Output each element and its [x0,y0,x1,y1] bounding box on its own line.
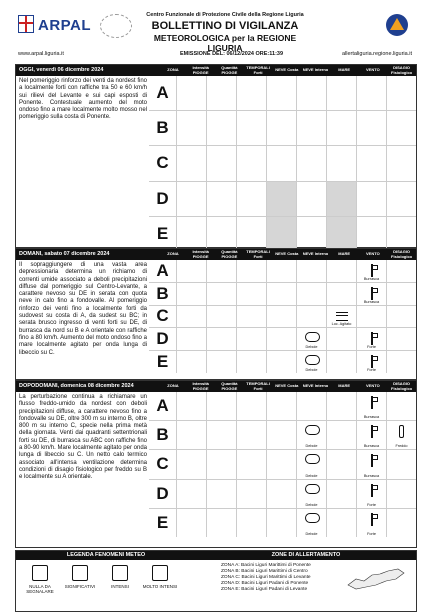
cell-piogge [176,306,206,328]
liguria-map [346,565,406,593]
col-piogge: Intensità PIOGGE [192,381,209,391]
icon-caption: Burrasca [363,299,380,304]
col-temporali: TEMPORALI Forti [246,249,270,259]
cell-mare [326,260,356,282]
cell-neve_interno [296,217,326,251]
cell-quantita [206,392,236,420]
cell-neve_interno [296,146,326,180]
cell-disagio [386,421,416,449]
cell-temporali [236,328,266,350]
legend-item-molto-intensi: MOLTO INTENSI [140,565,180,594]
icon-caption: Debole [305,367,318,372]
cell-neve_costa [266,306,296,328]
zone-letter: D [156,188,169,208]
significant-rain-icon [72,565,88,581]
zone-e-desc: ZONA E: Bacini Liguri Padani di Levante [221,587,308,592]
cell-neve_costa [266,509,296,537]
cell-vento [356,182,386,216]
zone-letter: D [156,329,169,349]
zone-row [149,420,416,449]
zone-row [149,327,416,350]
zone-grid [149,76,416,251]
zone-c-desc: ZONA C: Bacini Liguri Marittimi di Levante [221,575,311,580]
icon-caption: Burrasca [363,473,380,478]
zone-row [149,110,416,145]
zone-letter: C [156,153,169,173]
cell-neve_costa [266,146,296,180]
col-zona: ZONA [167,67,179,73]
cell-piogge [176,182,206,216]
legend-item-significativi: SIGNIFICATIVI [60,565,100,594]
col-neve_costa: NEVE Costa [275,383,299,389]
icon-caption: Forte [367,531,376,536]
cell-neve_costa [266,392,296,420]
cell-mare [326,421,356,449]
cell-neve_costa [266,283,296,305]
cell-piogge [176,450,206,478]
forecast-text: Il sopraggiungere di una vasta area depressionaria determina un richiamo di correnti umide associato a deboli precipitazioni diffuse dal pomeriggio sul Centro-Levante, a carattere nevoso su DE in serata con quota neve in calo fino a fondovalle. Al pomeriggio rinforzo dei venti fino a localmente forti da sudovest su costa di A, da sudest su BC; in serata brusco ingresso di venti forti su DE, di burrasca da nord su B e A orientale con raffiche fino a 80 km/h. Aumento del moto ondoso fino a mare localmente agitato per onda lunga di libeccio su C. [19,262,147,356]
cell-quantita [206,351,236,373]
cell-mare [326,182,356,216]
cell-temporali [236,260,266,282]
zone-grid [149,392,416,537]
col-zona: ZONA [167,383,179,389]
cell-neve_interno [296,306,326,328]
col-neve_costa: NEVE Costa [275,67,299,73]
cell-mare [326,392,356,420]
very-intense-rain-icon [152,565,168,581]
cell-disagio [386,76,416,110]
cell-piogge [176,480,206,508]
zones-list [221,563,311,593]
cell-piogge [176,217,206,251]
cell-vento [356,480,386,508]
cell-piogge [176,421,206,449]
cell-mare [326,283,356,305]
cell-neve_costa [266,260,296,282]
cell-disagio [386,283,416,305]
zone-row [149,76,416,110]
day-body [16,76,416,251]
cell-quantita [206,217,236,251]
zone-row [149,392,416,420]
bulletin-header [0,0,430,62]
cell-mare [326,146,356,180]
day-body [16,260,416,373]
day-body [16,392,416,537]
day-label: DOPODOMANI, domenica 08 dicembre 2024 [19,383,134,389]
cell-neve_interno [296,392,326,420]
cell-neve_interno [296,450,326,478]
arpal-logo[interactable]: ARPAL [18,15,91,34]
cell-vento [356,450,386,478]
zone-letter: E [156,223,169,243]
cell-neve_costa [266,76,296,110]
col-vento: VENTO [366,251,380,257]
zone-letter: A [156,260,169,280]
cell-vento [356,111,386,145]
cell-neve_costa [266,217,296,251]
zone-letter: C [156,306,169,326]
protezione-civile-logo [386,14,408,36]
zone-row [149,449,416,478]
cell-disagio [386,351,416,373]
col-mare: MARE [338,251,351,257]
cell-temporali [236,306,266,328]
col-neve_interno: NEVE Interno [302,67,329,73]
sea-waves-icon [336,312,348,321]
cell-temporali [236,509,266,537]
cell-temporali [236,182,266,216]
icon-caption: Burrasca [363,276,380,281]
cell-quantita [206,76,236,110]
day-section [15,64,417,248]
cell-mare [326,480,356,508]
legend-item-intensi: INTENSI [100,565,140,594]
cell-temporali [236,111,266,145]
snow-cloud-icon [305,454,320,464]
cell-neve_interno [296,182,326,216]
cell-vento [356,146,386,180]
cell-neve_interno [296,509,326,537]
icon-caption: Debole [305,444,318,449]
cell-vento [356,328,386,350]
cell-piogge [176,351,206,373]
icon-caption: Forte [367,345,376,350]
partner-logo [100,14,132,38]
cell-quantita [206,283,236,305]
cell-quantita [206,509,236,537]
cell-quantita [206,421,236,449]
day-header [16,249,416,260]
cell-quantita [206,260,236,282]
zone-row [149,305,416,328]
forecast-text: Nel pomeriggio rinforzo dei venti da nordest fino a localmente forti con raffiche tra 50 e 60 km/h sui rilievi del Levante e sui capi esposti di Ponente. Contestuale aumento del moto ondoso fino a mare localmente molto mosso nel pomeriggio sulla costa di Ponente. [19,78,147,121]
zone-row [149,508,416,537]
zone-row [149,260,416,282]
icon-caption: Debole [305,473,318,478]
zone-row [149,282,416,305]
zone-letter: D [156,483,169,503]
zone-letter: A [156,396,169,416]
day-section [15,380,417,548]
col-disagio: DISAGIO Fisiologico [391,65,413,75]
cell-quantita [206,450,236,478]
snow-cloud-icon [305,355,320,365]
zone-letter: C [156,454,169,474]
cell-piogge [176,509,206,537]
cell-piogge [176,146,206,180]
cell-vento [356,260,386,282]
col-quantita: Quantità PIOGGE [221,381,238,391]
cell-neve_interno [296,351,326,373]
cell-temporali [236,480,266,508]
wind-flag-icon [367,396,377,410]
col-piogge: Intensità PIOGGE [192,65,209,75]
zone-letter: E [156,352,169,372]
liguria-flag-icon [18,15,34,33]
col-neve_interno: NEVE Interno [302,383,329,389]
cell-temporali [236,421,266,449]
cell-quantita [206,328,236,350]
cell-neve_interno [296,260,326,282]
zone-row [149,145,416,180]
col-vento: VENTO [366,383,380,389]
cell-temporali [236,392,266,420]
zone-row [149,350,416,373]
zone-letter: B [156,425,169,445]
col-neve_costa: NEVE Costa [275,251,299,257]
cell-neve_interno [296,76,326,110]
cell-disagio [386,306,416,328]
icon-caption: Debole [305,345,318,350]
cell-vento [356,217,386,251]
cell-quantita [206,306,236,328]
cell-mare [326,351,356,373]
cell-vento [356,421,386,449]
snow-cloud-icon [305,425,320,435]
wind-flag-icon [367,454,377,468]
icon-caption: Burrasca [363,415,380,420]
snow-cloud-icon [305,332,320,342]
day-label: OGGI, venerdì 06 dicembre 2024 [19,67,104,73]
cell-neve_costa [266,421,296,449]
icon-caption: Forte [367,502,376,507]
thermometer-icon [399,425,404,438]
cell-disagio [386,392,416,420]
day-header [16,65,416,76]
bulletin-title-block [140,12,310,53]
day-label: DOMANI, sabato 07 dicembre 2024 [19,251,110,257]
cell-piogge [176,111,206,145]
col-piogge: Intensità PIOGGE [192,249,209,259]
col-vento: VENTO [366,67,380,73]
cell-disagio [386,146,416,180]
cell-disagio [386,111,416,145]
wind-flag-icon [367,484,377,498]
cell-piogge [176,76,206,110]
cell-neve_costa [266,480,296,508]
cell-disagio [386,509,416,537]
cell-quantita [206,111,236,145]
cell-quantita [206,146,236,180]
zone-row [149,181,416,216]
cell-temporali [236,217,266,251]
cell-disagio [386,480,416,508]
cell-temporali [236,76,266,110]
cell-vento [356,76,386,110]
zone-letter: B [156,283,169,303]
cell-neve_costa [266,328,296,350]
cell-neve_costa [266,450,296,478]
emission-datetime: EMISSIONE DEL: 06/12/2024 ORE:11:39 [180,51,284,57]
day-section [15,248,417,380]
col-temporali: TEMPORALI Forti [246,381,270,391]
cell-neve_interno [296,283,326,305]
cell-disagio [386,217,416,251]
cell-vento [356,509,386,537]
icon-caption: Burrasca [363,444,380,449]
cell-temporali [236,283,266,305]
cell-mare [326,328,356,350]
snow-cloud-icon [305,513,320,523]
icon-caption: Forte [367,367,376,372]
cell-mare [326,450,356,478]
cell-neve_interno [296,480,326,508]
col-quantita: Quantità PIOGGE [221,65,238,75]
icon-caption: Freddo [395,444,408,449]
cell-vento [356,392,386,420]
cell-piogge [176,260,206,282]
cell-vento [356,351,386,373]
cell-temporali [236,146,266,180]
cell-disagio [386,450,416,478]
zone-row [149,216,416,251]
org-name: Centro Funzionale di Protezione Civile della Regione Liguria [146,12,304,18]
cell-quantita [206,182,236,216]
cell-mare [326,306,356,328]
cell-piogge [176,328,206,350]
cell-neve_costa [266,351,296,373]
zone-a-desc: ZONA A: Bacini Liguri Marittimi di Ponente [221,563,311,568]
cell-neve_interno [296,328,326,350]
allerta-url[interactable]: allertaliguria.regione.liguria.it [341,51,412,57]
bulletin-subtitle: METEOROLOGICA per la REGIONE LIGURIA [153,33,297,53]
col-mare: MARE [338,383,351,389]
col-quantita: Quantità PIOGGE [221,249,238,259]
cell-vento [356,306,386,328]
zone-d-desc: ZONA D: Bacini Liguri Padani di Ponente [221,581,309,586]
wind-flag-icon [367,425,377,439]
col-disagio: DISAGIO Fisiologico [391,381,413,391]
legend-panel [15,550,417,612]
cell-temporali [236,351,266,373]
cell-temporali [236,450,266,478]
day-header [16,381,416,392]
zones-title: ZONE DI ALLERTAMENTO [271,552,341,558]
cell-neve_costa [266,111,296,145]
legend-item-nulla: NULLA DA SEGNALARE [20,565,60,594]
zone-letter: E [156,512,169,532]
zone-b-desc: ZONA B: Bacini Liguri Marittimi di Centro [221,569,308,574]
icon-caption: Loc. Agitato [331,322,352,327]
col-temporali: TEMPORALI Forti [246,65,270,75]
cell-mare [326,217,356,251]
bulletin-title: BOLLETTINO DI VIGILANZA [151,20,299,32]
icon-caption: Debole [305,502,318,507]
zone-letter: B [156,118,169,138]
cell-piogge [176,283,206,305]
cell-mare [326,509,356,537]
legend-items [20,565,180,594]
wind-flag-icon [367,513,377,527]
col-mare: MARE [338,67,351,73]
cell-mare [326,76,356,110]
cell-disagio [386,260,416,282]
cell-disagio [386,328,416,350]
col-zona: ZONA [167,251,179,257]
arpal-url[interactable]: www.arpal.liguria.it [18,51,64,57]
zone-grid [149,260,416,373]
intense-rain-icon [112,565,128,581]
zone-letter: A [156,83,169,103]
cell-disagio [386,182,416,216]
cell-piogge [176,392,206,420]
cell-neve_costa [266,182,296,216]
cell-vento [356,283,386,305]
cell-mare [326,111,356,145]
cell-neve_interno [296,421,326,449]
legend-title: LEGENDA FENOMENI METEO [66,552,146,558]
legend-header [16,551,416,560]
snow-cloud-icon [305,484,320,494]
zone-row [149,479,416,508]
icon-caption: Debole [305,531,318,536]
empty-box-icon [32,565,48,581]
col-disagio: DISAGIO Fisiologico [391,249,413,259]
cell-neve_interno [296,111,326,145]
col-neve_interno: NEVE Interno [302,251,329,257]
forecast-text: La perturbazione continua a richiamare un flusso freddo-umido da nordest con deboli precipitazioni diffuse, a carattere nevoso fino a fondovalle su DE, oltre 300 m su interno B, oltre 800 m su interno C, specie nella prima metà della giornata. Venti dai quadranti settentrionali forti su DE, di burrasca su ABC con raffiche fino a 80-90 km/h. Mare localmente agitato per onda lunga di libeccio su C. Un netto calo termico associato all'intensa ventilazione determina condizioni di disagio fisiologico per freddo su B e localmente su A orientale. [19,394,147,481]
cell-quantita [206,480,236,508]
